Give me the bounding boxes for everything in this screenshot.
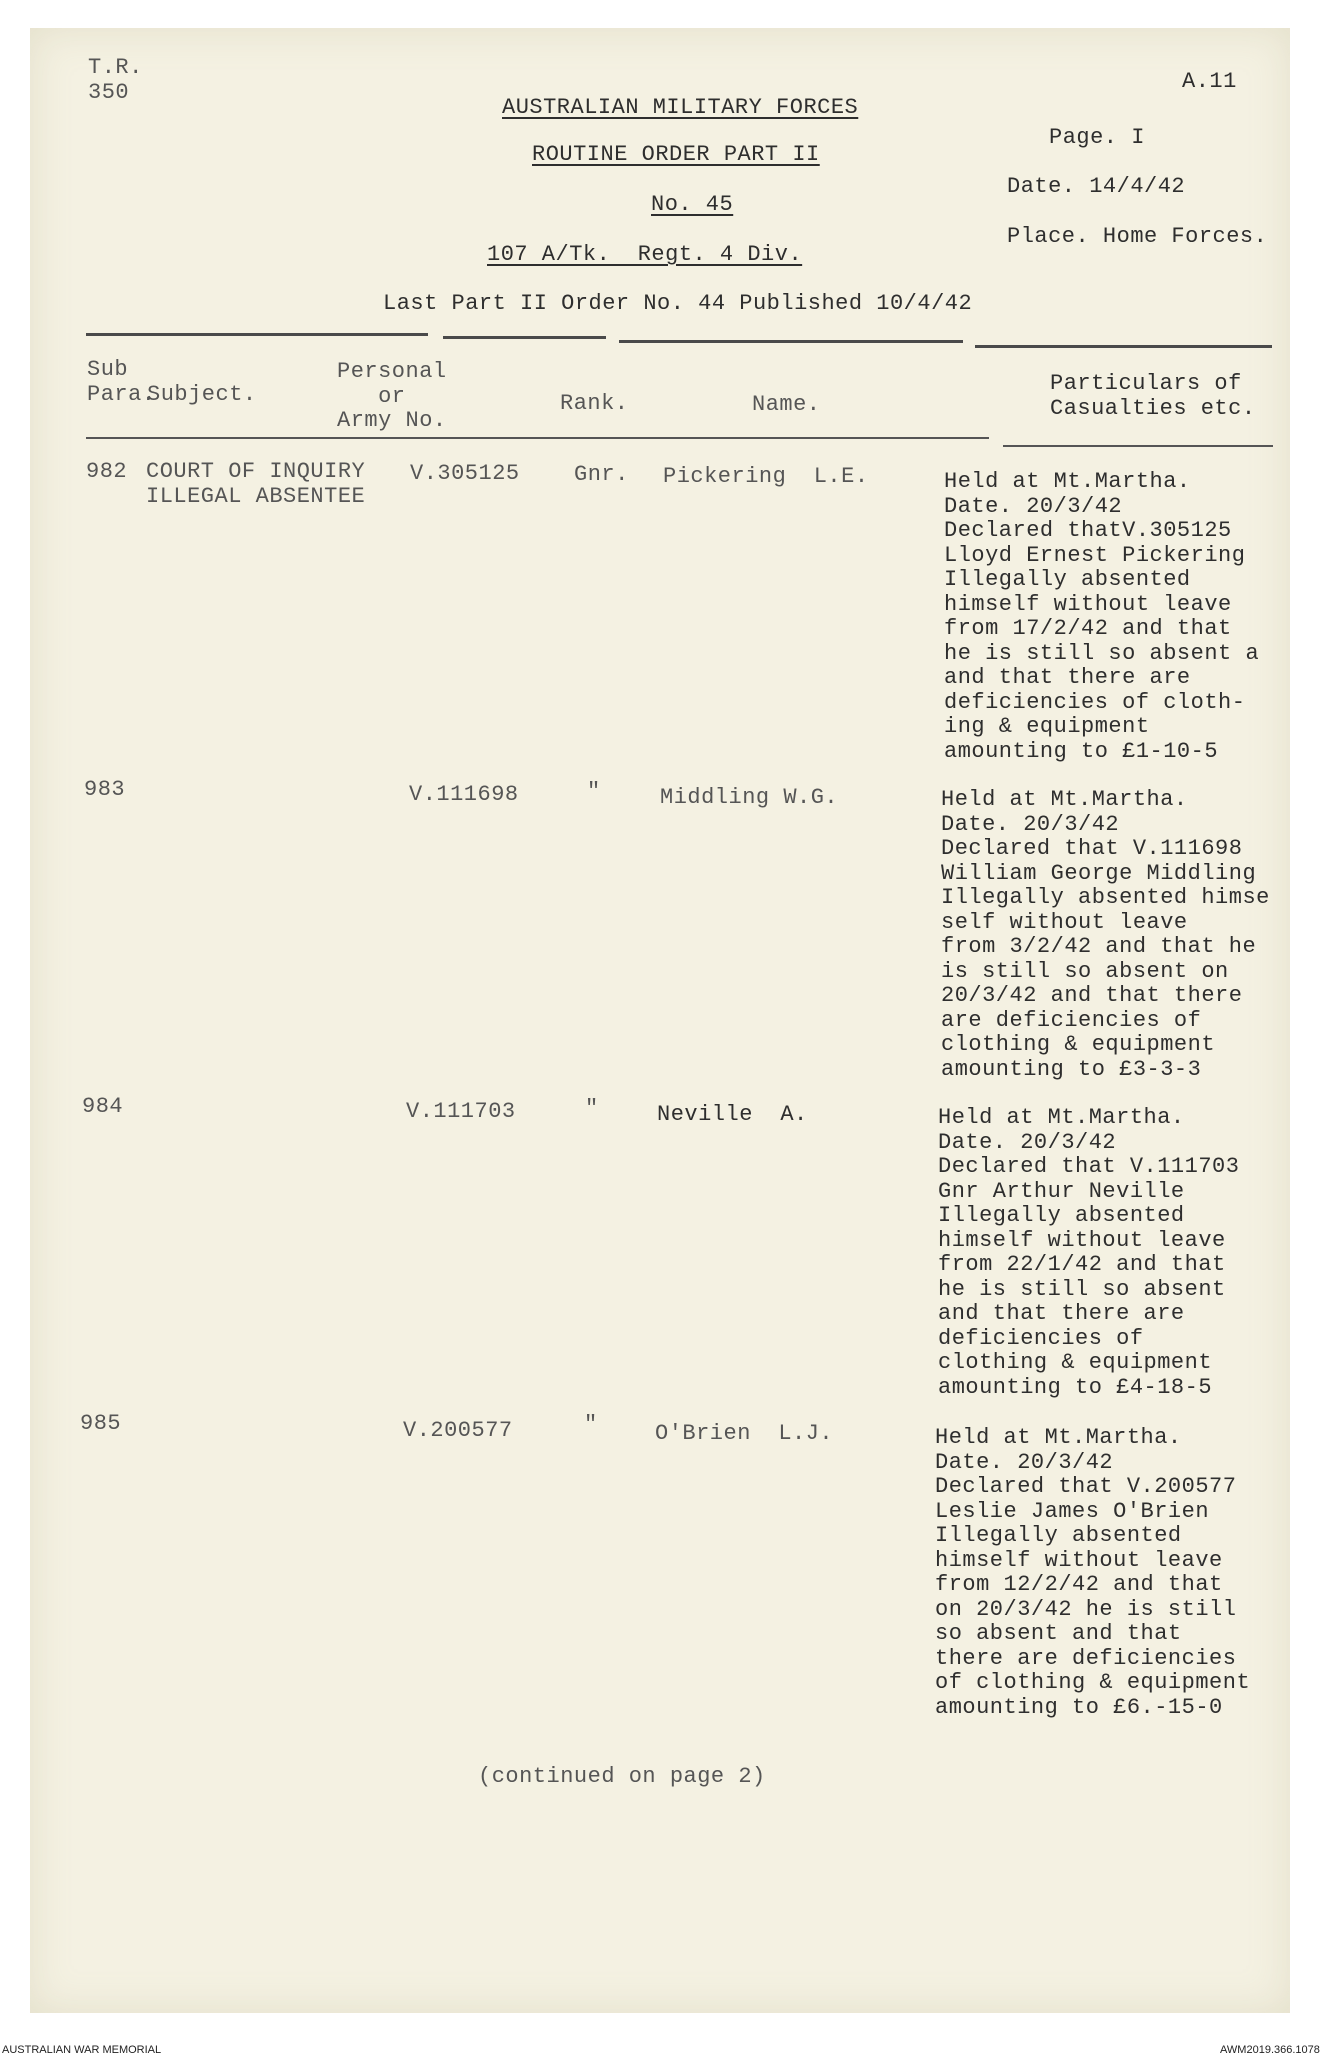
header-rule bbox=[975, 345, 1272, 348]
unit-name: 107 A/Tk. Regt. 4 Div. bbox=[487, 242, 803, 267]
order-number: No. 45 bbox=[651, 192, 734, 217]
header-rule bbox=[619, 340, 963, 343]
order-place: Place. Home Forces. bbox=[1007, 224, 1268, 249]
col-sub-para: Sub Para. bbox=[87, 357, 156, 407]
document-number: A.11 bbox=[1182, 69, 1237, 94]
reference-code: T.R. 350 bbox=[88, 55, 143, 105]
continued-note: (continued on page 2) bbox=[478, 1764, 766, 1789]
col-particulars: Particulars of Casualties etc. bbox=[1050, 371, 1256, 421]
entry-rank: " bbox=[585, 1096, 599, 1121]
entry-name: Middling W.G. bbox=[660, 785, 839, 810]
entry-rank: " bbox=[584, 1412, 598, 1437]
document-subtitle: ROUTINE ORDER PART II bbox=[532, 142, 820, 167]
column-rule bbox=[1003, 445, 1273, 447]
entry-name: Pickering L.E. bbox=[663, 464, 869, 489]
entry-rank: Gnr. bbox=[574, 462, 629, 487]
entry-army-number: V.200577 bbox=[403, 1418, 513, 1443]
entry-name: Neville A. bbox=[657, 1102, 808, 1127]
entry-subject: COURT OF INQUIRY ILLEGAL ABSENTEE bbox=[146, 459, 366, 509]
entry-para-number: 982 bbox=[86, 459, 128, 484]
col-army-no: Personal or Army No. bbox=[337, 359, 447, 433]
col-name: Name. bbox=[752, 392, 821, 417]
entry-name: O'Brien L.J. bbox=[655, 1421, 834, 1446]
entry-army-number: V.305125 bbox=[410, 461, 520, 486]
entry-para-number: 984 bbox=[82, 1094, 124, 1119]
document-title: AUSTRALIAN MILITARY FORCES bbox=[502, 95, 859, 120]
entry-particulars: Held at Mt.Martha. Date. 20/3/42 Declared that V.200577 Leslie James O'Brien Illegally absented himself without leave from 12/2/42 and that on 20/3/42 he is still so absent and that there are deficiencies of clothing & equipment amounting to £6.-15-0 bbox=[935, 1425, 1251, 1720]
footer-item-id: AWM2019.366.1078 bbox=[1220, 2044, 1320, 2056]
col-subject: Subject. bbox=[147, 382, 257, 407]
header-rule bbox=[86, 333, 428, 336]
entry-particulars: Held at Mt.Martha. Date. 20/3/42 Declared thatV.305125 Lloyd Ernest Pickering Illegally absented himself without leave from 17/2/42 and that he is still so absent a and that there are deficiencies of cloth- ing & equipment amounting to £1-10-5 bbox=[944, 469, 1260, 764]
entry-army-number: V.111698 bbox=[409, 782, 519, 807]
entry-para-number: 983 bbox=[84, 777, 126, 802]
column-rule bbox=[86, 437, 989, 439]
entry-rank: " bbox=[587, 779, 601, 804]
entry-army-number: V.111703 bbox=[406, 1099, 516, 1124]
col-rank: Rank. bbox=[560, 391, 629, 416]
page-number: Page. I bbox=[1049, 125, 1145, 150]
footer-archive-name: AUSTRALIAN WAR MEMORIAL bbox=[2, 2044, 162, 2056]
header-rule bbox=[443, 336, 606, 339]
last-order-line: Last Part II Order No. 44 Published 10/4/42 bbox=[383, 291, 973, 316]
entry-particulars: Held at Mt.Martha. Date. 20/3/42 Declared that V.111703 Gnr Arthur Neville Illegally absented himself without leave from 22/1/42 and that he is still so absent and that there are deficiencies of clothing & equipment amounting to £4-18-5 bbox=[938, 1105, 1240, 1400]
entry-particulars: Held at Mt.Martha. Date. 20/3/42 Declared that V.111698 William George Middling Illegally absented himse self without leave from 3/2/42 and that he is still so absent on 20/3/42 and that there are deficiencies of clothing & equipment amounting to £3-3-3 bbox=[941, 787, 1270, 1082]
entry-para-number: 985 bbox=[80, 1411, 122, 1436]
order-date: Date. 14/4/42 bbox=[1007, 174, 1186, 199]
